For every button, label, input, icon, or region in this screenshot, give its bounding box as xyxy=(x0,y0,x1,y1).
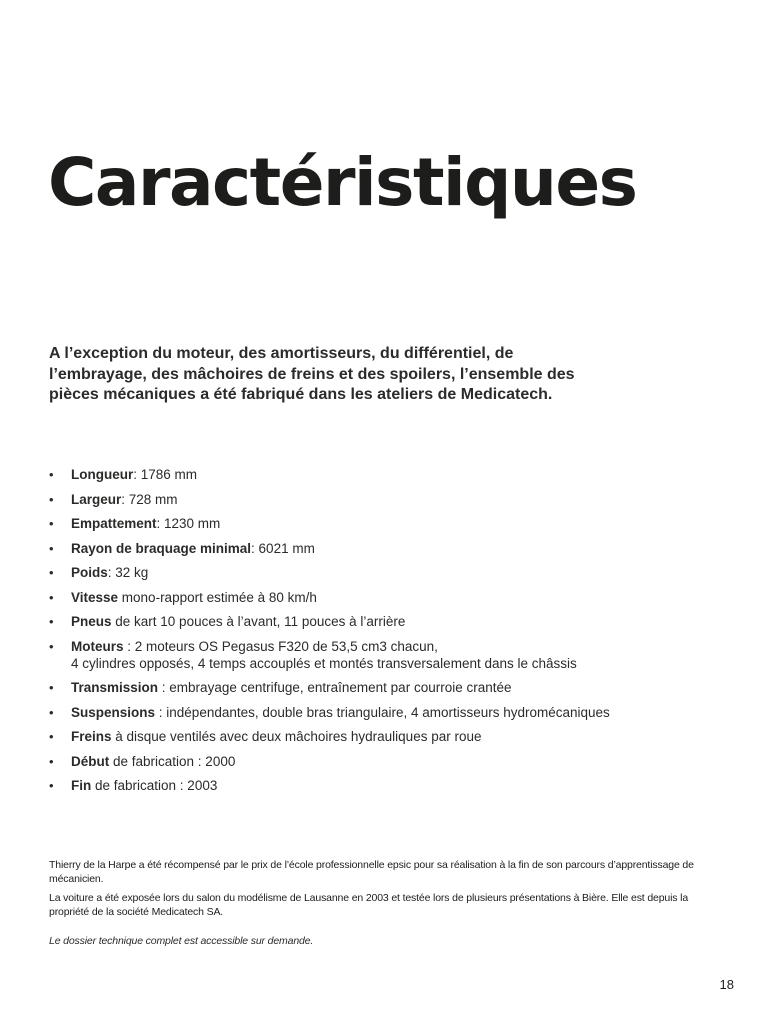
spec-label: Début xyxy=(71,753,110,769)
spec-item-rayon-braquage xyxy=(49,540,729,557)
award-note: Thierry de la Harpe a été récompensé par le prix de l’école professionnelle epsic pour sa réalisation à la fin de son parcours d’apprentissage de mécanicien. xyxy=(49,859,694,885)
spec-item-vitesse xyxy=(49,589,729,606)
bullet-icon: • xyxy=(49,491,54,507)
spec-value: de kart 10 pouces à l’avant, 11 pouces à l’arrière xyxy=(111,614,406,629)
spec-item-fin xyxy=(49,777,729,794)
page-number: 18 xyxy=(719,977,734,992)
bullet-icon: • xyxy=(49,704,54,720)
spec-value: : 728 mm xyxy=(121,491,178,507)
spec-value-continued: 4 cylindres opposés, 4 temps accouplés et montés transversalement dans le châssis xyxy=(71,655,577,671)
spec-item-empattement xyxy=(49,515,729,532)
bullet-icon: • xyxy=(49,638,54,654)
bullet-icon: • xyxy=(49,680,54,695)
intro-paragraph: A l’exception du moteur, des amortisseurs, du différentiel, de l’embrayage, des mâchoires de freins et des spoilers, l’ensemble des pièces mécaniques a été fabriqué dans les ateliers de Medicatech. xyxy=(49,345,575,403)
spec-label: Rayon de braquage minimal xyxy=(71,540,252,556)
spec-value: : 6021 mm xyxy=(251,540,315,556)
bullet-icon: • xyxy=(49,753,54,769)
spec-label: Freins xyxy=(71,729,112,744)
spec-item-pneus xyxy=(49,613,729,630)
bullet-icon: • xyxy=(49,729,54,744)
spec-value: : 2 moteurs OS Pegasus F320 de 53,5 cm3 chacun, xyxy=(123,638,438,654)
spec-label: Pneus xyxy=(71,614,112,629)
spec-label: Fin xyxy=(71,778,92,793)
spec-item-suspensions xyxy=(49,704,729,721)
spec-value: de fabrication : 2000 xyxy=(109,753,236,769)
bullet-icon: • xyxy=(49,589,54,605)
spec-item-transmission xyxy=(49,679,729,696)
spec-value: : embrayage centrifuge, entraînement par courroie crantée xyxy=(158,680,512,695)
spec-item-poids xyxy=(49,564,729,581)
bullet-icon: • xyxy=(49,565,54,580)
page-title: Caractéristiques xyxy=(48,144,637,221)
availability-note: Le dossier technique complet est accessible sur demande. xyxy=(49,935,314,947)
spec-value: : 1786 mm xyxy=(133,467,198,482)
spec-label: Vitesse xyxy=(71,589,119,605)
spec-value: : indépendantes, double bras triangulaire, 4 amortisseurs hydromécaniques xyxy=(155,704,610,720)
spec-value: : 1230 mm xyxy=(156,516,221,531)
spec-item-debut xyxy=(49,753,729,770)
bullet-icon: • xyxy=(49,467,54,482)
spec-label: Poids xyxy=(71,565,108,580)
bullet-icon: • xyxy=(49,778,54,793)
spec-label: Empattement xyxy=(71,516,157,531)
spec-value: mono-rapport estimée à 80 km/h xyxy=(118,589,317,605)
bullet-icon: • xyxy=(49,516,54,531)
spec-value: à disque ventilés avec deux mâchoires hydrauliques par roue xyxy=(111,729,482,744)
footnotes xyxy=(49,858,709,953)
spec-label: Longueur xyxy=(71,467,134,482)
spec-label: Moteurs xyxy=(71,638,124,654)
bullet-icon: • xyxy=(49,540,54,556)
spec-label: Transmission xyxy=(71,680,159,695)
bullet-icon: • xyxy=(49,614,54,629)
specifications-list xyxy=(49,466,729,802)
spec-item-longueur xyxy=(49,466,729,483)
spec-value: de fabrication : 2003 xyxy=(91,778,218,793)
spec-label: Suspensions xyxy=(71,704,156,720)
spec-item-freins xyxy=(49,728,729,745)
spec-label: Largeur xyxy=(71,491,122,507)
spec-value: : 32 kg xyxy=(107,565,149,580)
exhibition-note: La voiture a été exposée lors du salon du modélisme de Lausanne en 2003 et testée lors de plusieurs présentations à Bière. Elle est depuis la propriété de la société Medicatech SA. xyxy=(49,892,689,918)
spec-item-moteurs xyxy=(49,638,729,672)
spec-item-largeur xyxy=(49,491,729,508)
